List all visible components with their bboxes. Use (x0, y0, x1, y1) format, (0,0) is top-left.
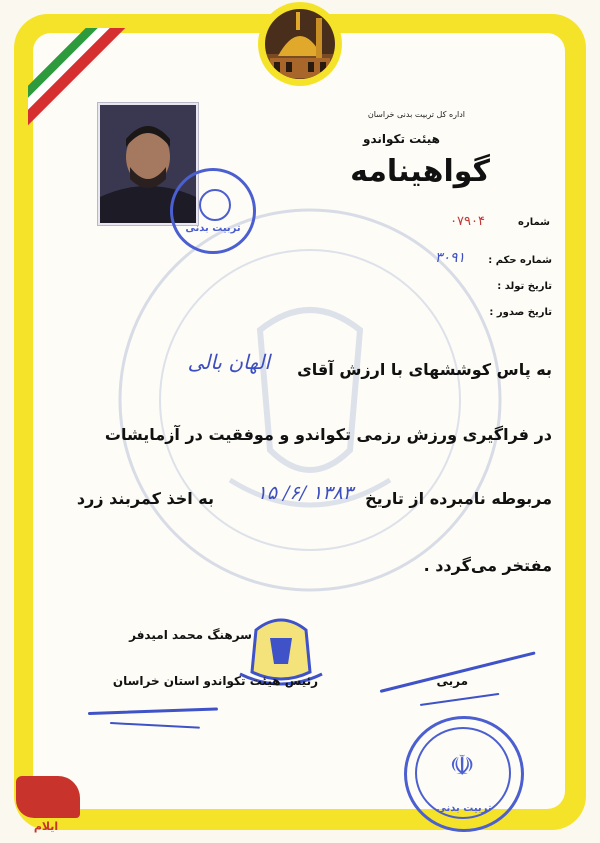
coach-label: مربی (436, 674, 468, 688)
shrine-medallion (258, 2, 342, 86)
bottom-stamp-text: تربیت بدنی (436, 803, 492, 814)
logo-text: ایلام (33, 820, 59, 833)
exam-date: ۱۳۸۳ /۶/ ۱۵ (256, 482, 353, 504)
decree-label: شماره حکم : (488, 255, 552, 266)
holder-name: الهان بالی (187, 350, 270, 374)
office-name: اداره کل تربیت بدنی خراسان (367, 110, 465, 119)
iran-emblem-icon: ☫ (449, 749, 475, 782)
photo-official-stamp (170, 168, 256, 254)
bottom-official-stamp (404, 716, 524, 832)
number-label: شماره (518, 217, 550, 228)
head-name: سرهنگ محمد امیدفر (129, 628, 252, 642)
logo-mark-icon (16, 776, 80, 818)
body-line-4: مفتخر می‌گردد . (423, 556, 552, 575)
head-title: رئیس هیئت تکواندو استان خراسان (112, 674, 318, 688)
flag-emblem-icon: ✾ (67, 69, 77, 82)
body-line-3-suffix: به اخذ کمربند زرد (76, 489, 214, 508)
source-logo (16, 776, 80, 838)
certificate-title: گواهینامه (350, 154, 490, 189)
stamp-emblem-icon (199, 189, 231, 221)
photo-stamp-text: تربیت بدنی (185, 223, 241, 234)
body-line-2: در فراگیری ورزش رزمی تکواندو و موفقیت در آزمایشات (104, 425, 552, 444)
body-line-1: به پاس کوششهای با ارزش آقای (297, 360, 552, 379)
body-line-3-prefix: مربوطه نامبرده از تاریخ (365, 489, 552, 508)
shrine-image-icon (264, 8, 336, 80)
organization-name: هیئت تکواندو (362, 132, 440, 146)
decree-number: ۳۰۹۱ (434, 250, 465, 266)
certificate-number: ۰۷۹۰۴ (450, 214, 485, 229)
issue-date-label: تاریخ صدور : (489, 307, 552, 318)
birth-date-label: تاریخ تولد : (497, 281, 552, 292)
